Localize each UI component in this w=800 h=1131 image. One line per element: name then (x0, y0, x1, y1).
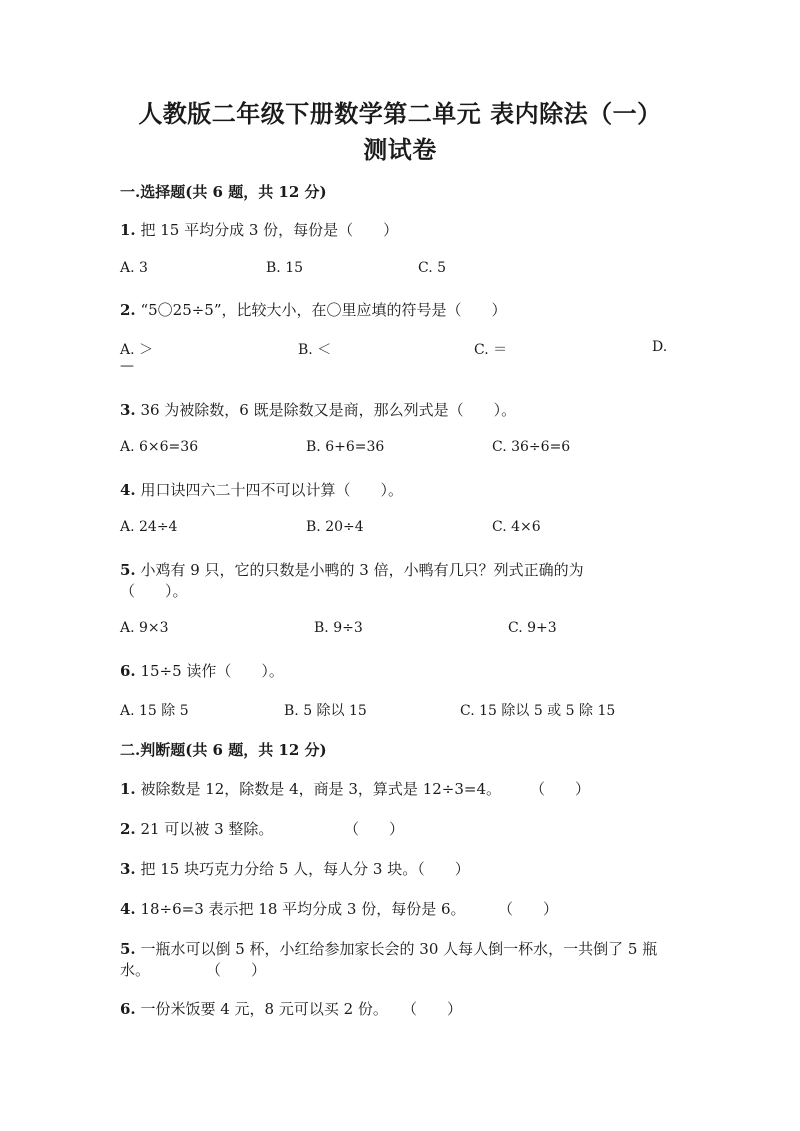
question-text: 用口诀四六二十四不可以计算（ ）。 (135, 481, 403, 499)
option-b: B. 20÷4 (306, 519, 364, 535)
question-number: 1. (120, 221, 136, 239)
question-text: 一份米饭要 4 元，8 元可以买 2 份。 (135, 1000, 388, 1018)
question-6 (120, 660, 284, 681)
judge-question-1 (120, 778, 501, 799)
question-text: 一瓶水可以倒 5 杯，小红给参加家长会的 30 人每人倒一杯水，一共倒了 5 瓶 (135, 940, 658, 958)
question-3 (120, 399, 516, 420)
answer-parentheses: （ ） (344, 820, 405, 838)
option-b: B. 15 (266, 260, 304, 276)
question-number: 6. (120, 1000, 136, 1018)
judge-question-2 (120, 818, 273, 839)
exam-title: 人教版二年级下册数学第二单元 表内除法（一） (138, 99, 662, 128)
question-1 (120, 219, 398, 240)
question-5-continued: （ ）。 (120, 582, 188, 600)
judge-question-3 (120, 858, 470, 879)
question-number: 3. (120, 860, 136, 878)
question-text: 36 为被除数，6 既是除数又是商，那么列式是（ ）。 (135, 401, 517, 419)
option-a: A. 6×6=36 (120, 439, 199, 455)
question-number: 4. (120, 900, 136, 918)
question-number: 6. (120, 662, 136, 680)
answer-parentheses: （ ） (530, 780, 591, 798)
answer-parentheses: （ ） (206, 961, 267, 979)
judge-question-5-continued: 水。 (120, 961, 151, 979)
exam-title-line2: 测试卷 (363, 135, 437, 164)
option-d: D. (652, 339, 668, 355)
option-b: B. 9÷3 (314, 620, 363, 636)
option-d-continued: — (120, 358, 134, 374)
option-a: A. ＞ (120, 342, 154, 358)
option-c: C. 9+3 (508, 620, 557, 636)
question-number: 5. (120, 561, 136, 579)
option-b: B. 6+6=36 (306, 439, 385, 455)
option-b: B. ＜ (298, 342, 332, 358)
question-text: 18÷6=3 表示把 18 平均分成 3 份，每份是 6。 (135, 900, 466, 918)
question-text: 把 15 块巧克力分给 5 人，每人分 3 块。（ ） (135, 860, 470, 878)
option-c: C. 4×6 (492, 519, 541, 535)
question-number: 2. (120, 301, 136, 319)
question-text: 21 可以被 3 整除。 (135, 820, 274, 838)
option-b: B. 5 除以 15 (284, 703, 367, 719)
option-c: C. 15 除以 5 或 5 除 15 (460, 703, 616, 719)
question-number: 1. (120, 780, 136, 798)
question-text: 被除数是 12，除数是 4，商是 3，算式是 12÷3=4。 (135, 780, 501, 798)
judge-question-5 (120, 938, 657, 959)
answer-parentheses: （ ） (402, 1000, 463, 1018)
option-c: C. ＝ (474, 342, 508, 358)
judge-question-4 (120, 898, 466, 919)
option-a: A. 9×3 (120, 620, 169, 636)
answer-parentheses: （ ） (498, 900, 559, 918)
judge-question-6 (120, 998, 388, 1019)
question-5 (120, 559, 584, 580)
option-c: C. 36÷6=6 (492, 439, 571, 455)
question-2 (120, 299, 507, 320)
question-number: 5. (120, 940, 136, 958)
question-number: 4. (120, 481, 136, 499)
option-a: A. 15 除 5 (120, 703, 189, 719)
option-c: C. 5 (418, 260, 447, 276)
question-4 (120, 479, 403, 500)
question-number: 2. (120, 820, 136, 838)
question-text: 小鸡有 9 只，它的只数是小鸭的 3 倍，小鸭有几只？列式正确的为 (135, 561, 584, 579)
option-a: A. 24÷4 (120, 519, 178, 535)
section-heading-choice: 一.选择题(共 6 题，共 12 分) (120, 183, 327, 201)
question-text: 15÷5 读作（ ）。 (135, 662, 284, 680)
question-text: 把 15 平均分成 3 份，每份是（ ） (135, 221, 399, 239)
option-a: A. 3 (120, 260, 148, 276)
question-text: “5〇25÷5”，比较大小，在〇里应填的符号是（ ） (135, 301, 507, 319)
section-heading-judgement: 二.判断题(共 6 题，共 12 分) (120, 741, 327, 759)
question-number: 3. (120, 401, 136, 419)
